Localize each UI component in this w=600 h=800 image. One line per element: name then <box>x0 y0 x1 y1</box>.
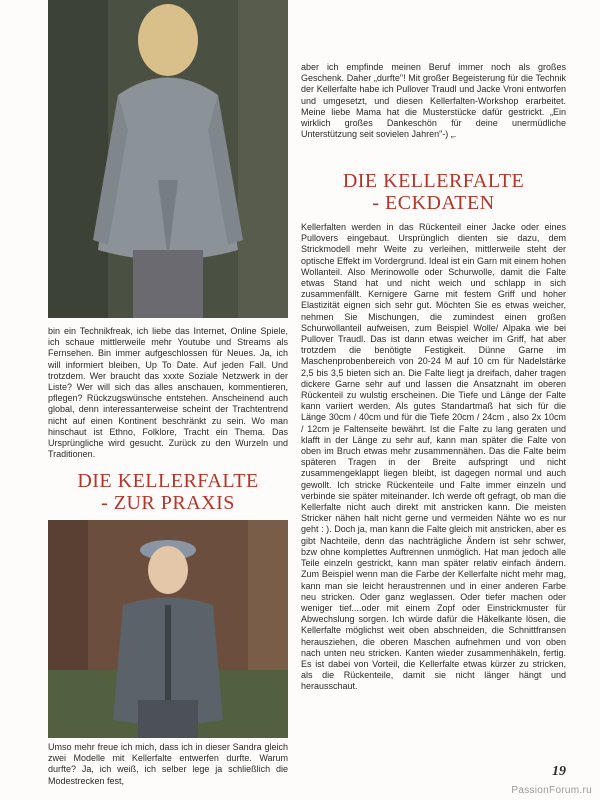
watermark-text: PassionForum.ru <box>511 785 592 796</box>
heading-praxis-line2: - ZUR PRAXIS <box>101 492 235 514</box>
page-number: 19 <box>552 764 566 779</box>
photo-pullover-back <box>48 0 288 318</box>
left-paragraph-2: Umso mehr freue ich mich, dass ich in dieser Sandra gleich zwei Modelle mit Kellerfalte entwerfen durfte. Warum durfte? Ja, ich weiß, ich selber lege ja schließlich die Modestrecken fest, <box>48 742 288 786</box>
left-body-text-2 <box>48 742 288 787</box>
photo-jacket-front <box>48 520 288 738</box>
right-body-paragraph: Kellerfalten werden in das Rückenteil einer Jacke oder eines Pullovers eingebaut. Ursprünglich dienten sie dazu, dem Strickmodell mehr Weite zu verleihen, mittlerweile steht der optische Effekt im Vordergrund. Ideal ist ein Garn mit einem hohen Wollanteil. Also Merinowolle oder Schurwolle, damit die Falte etwas Stand hat und nicht weich und schlapp in sich zusammenfällt. Kernigere Garne mit festem Griff und hoher Elastizität eignen sich sehr gut. Möchten Sie es etwas weicher, nehmen Sie Mischungen, die zumindest einen großen Schurwollanteil aufweisen, zum Beispiel Wolle/ Alpaka wie bei Pullover Traudl. Das ist dann etwas weicher im Griff, hat aber trotzdem die benötigte Festigkeit. Dünne Garne im Maschenprobenbereich von 20-24 M auf 10 cm für Nadelstärke 2,5 bis 3,5 bieten sich an. Die Falte liegt ja dreifach, daher tragen dickere Garne sehr auf und lassen die Ansatznaht im oberen Rückenteil zu wulstig erscheinen. Die Tiefe und Länge der Falte kann variiert werden. Als gutes Standartmaß hat sich für die Länge 30cm / 40cm und für die Tiefe 20cm / 24cm , also 2x 10cm / 12cm je Faltenseite bewährt. Ist die Falte zu lang geraten und klafft in der Länge zu sehr auf, kann man später die Falte von oben im Bruch etwas mehr zusammennähen. Das die Falte beim späteren Tragen in der Breite aufspringt und nicht zusammengeklappt liegen bleibt, ist dagegen normal und auch gewollt. Ich stricke Rückenteile und Falte immer einzeln und verbinde sie später miteinander. Ich werde oft gefragt, ob man die Kellerfalte nicht auch direkt mit anstricken kann. Die meisten Stricker nähen halt nicht gerne und vermeiden Nähte wo es nur geht : ). Doch ja, man kann die Falte gleich mit anstricken, aber es gibt Nachteile, denn das nachträgliche Ändern ist sehr schwer, bzw ohne komplettes Auftrennen unmöglich. Hat man jedoch alle Teile einzeln gestrickt, kann man später relativ einfach ändern. Zum Beispiel wenn man die Farbe der Kellerfalte nicht mehr mag, kann man sie leicht heraustrennen und in einer anderen Farbe neu stricken. Oder ganz weglassen. Oder tiefer machen oder weniger tief....oder mit einem Zopf oder Einstrickmuster für Abwechslung sorgen. Ich würde dafür die Häkelkante lösen, die Kellerfalte möglichst weit oben abschneiden, die Schnittfransen herausziehen, die oberen Maschen aufnehmen und von oben nach unten neu stricken. Kanten wieder zusammenhäkeln, fertig. Es ist dabei von Vorteil, die Kellerfalte etwas kürzer zu stricken, als die Rückenteile, damit sie nicht länger hängt und herausschaut. <box>301 222 566 692</box>
heading-eckdaten <box>301 170 566 214</box>
right-intro-paragraph: aber ich empfinde meinen Beruf immer noch als großes Geschenk. Daher „durfte"! Mit großer Begeisterung für die Technik der Kellerfalte habe ich Pullover Traudl und Jacke Vroni entworfen und umgesetzt, und diesen Kellerfalten-Workshop erarbeitet. Meine liebe Mama hat die Musterstücke dafür gestrickt. „Ein wirklich großes Dankeschön für deine unermüdliche Unterstützung seit sovielen Jahren"-) „. <box>301 62 566 140</box>
right-intro-text <box>301 62 566 140</box>
left-body-text <box>48 326 288 460</box>
right-body-text <box>301 222 566 693</box>
heading-eckdaten-line1: DIE KELLERFALTE <box>342 170 525 192</box>
left-paragraph-1: bin ein Technikfreak, ich liebe das Internet, Online Spiele, ich schaue mittlerweile mehr Youtube und Streams als Fernsehen. Bin immer aufgeschlossen für Neues. Ja, ich will informiert bleiben, Up To Date. Auf jeden Fall. Und trotzdem. Wer braucht das xxxte Soziale Netzwerk in der Liste? Wer will sich das alles anschauen, kommentieren, pflegen? Rückzugswünsche entstehen. Anscheinend auch global, denn interessanterweise scheint der Trachtentrend nicht auf einen Kontinent beschränkt zu sein. Wo man hinschaut ist Ethno, Folklore, Tracht ein Thema. Das Ursprüngliche wird gesucht. Zurück zu den Wurzeln und Traditionen. <box>48 326 288 460</box>
woman-sweater-back-illustration <box>48 0 288 318</box>
woman-jacket-illustration <box>48 520 288 738</box>
heading-praxis-line1: DIE KELLERFALTE <box>77 470 259 492</box>
heading-zur-praxis <box>48 470 288 514</box>
heading-eckdaten-line2: - ECKDATEN <box>372 192 495 214</box>
